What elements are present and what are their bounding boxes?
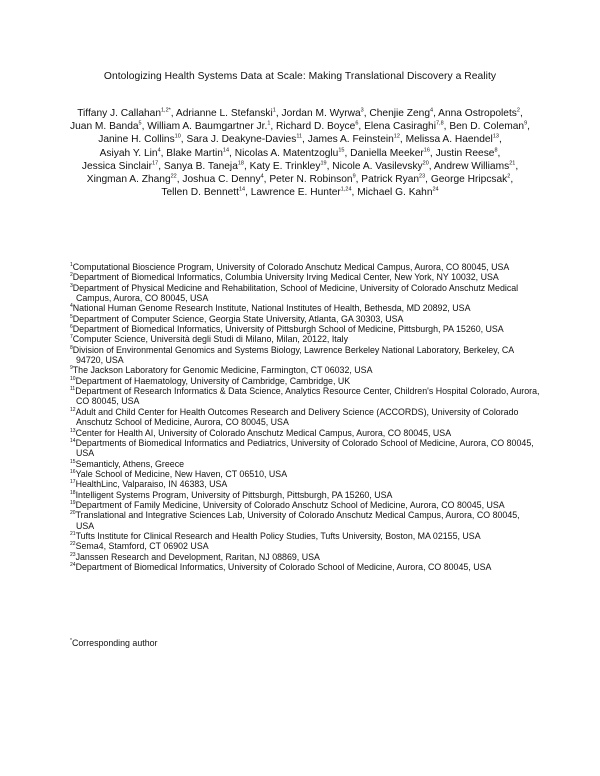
affiliation-text: Translational and Integrative Sciences Lab, University of Colorado Anschutz Medical Campus, Aurora, CO 80045, USA — [75, 510, 520, 531]
author-affiliation-mark: 2 — [516, 107, 520, 114]
author-affiliation-mark: 5 — [138, 120, 142, 127]
affiliation-number: 11 — [70, 386, 76, 393]
author-affiliation-mark: 18 — [237, 160, 244, 167]
affiliation-text: Department of Biomedical Informatics, Columbia University Irving Medical Center, New York, NY 10032, USA — [72, 272, 499, 283]
affiliation-text: Computational Bioscience Program, University of Colorado Anschutz Medical Campus, Aurora, CO 80045, USA — [72, 262, 510, 272]
affiliation-text: National Human Genome Research Institute, National Institutes of Health, Bethesda, MD 20892, USA — [72, 303, 471, 314]
affiliation-number: 18 — [70, 489, 76, 496]
affiliation — [70, 303, 540, 314]
author-affiliation-mark: 1 — [267, 120, 271, 127]
affiliation-text: Intelligent Systems Program, University of Pittsburgh, Pittsburgh, PA 15260, USA — [75, 489, 393, 500]
affiliation-number: 4 — [70, 303, 73, 310]
author-name: Juan M. Banda — [70, 121, 139, 133]
author-name: Tellen D. Bennett — [161, 187, 239, 199]
author-name: Daniella Meeker — [350, 147, 424, 159]
affiliation-number: 6 — [70, 324, 73, 331]
author-affiliation-mark: 4 — [430, 107, 434, 114]
author-affiliation-mark: 2 — [507, 173, 511, 180]
affiliation-number: 17 — [70, 479, 76, 486]
author-affiliation-mark: 7,8 — [435, 120, 444, 127]
author-affiliation-mark: 9 — [524, 120, 528, 127]
affiliation — [70, 406, 540, 428]
affiliation — [70, 458, 540, 469]
author-name: Peter N. Robinson — [269, 174, 353, 186]
author-affiliation-mark: 19 — [320, 160, 327, 167]
author-affiliation-mark: 17 — [152, 160, 159, 167]
affiliation-text: Semanticly, Athens, Greece — [75, 458, 185, 469]
author — [82, 161, 158, 172]
author-name: Anna Ostropolets — [438, 108, 517, 119]
affiliation-text: Department of Haematology, University of Cambridge, Cambridge, UK — [75, 375, 351, 386]
author-name: Chenjie Zeng — [369, 108, 430, 119]
affiliation — [70, 427, 540, 438]
author-name: George Hripcsak — [430, 174, 508, 186]
corresponding-note — [70, 638, 158, 649]
affiliation-text: Departments of Biomedical Informatics and Pediatrics, University of Colorado School of Medicine, Aurora, CO 80045, USA — [75, 437, 534, 459]
affiliation — [70, 386, 540, 407]
author-affiliation-mark: 12 — [393, 134, 400, 141]
author — [281, 108, 363, 119]
author-name: Justin Reese — [435, 147, 495, 159]
author — [369, 108, 433, 119]
author-name: Asiyah Y. Lin — [99, 147, 158, 159]
author-name: Elena Casiraghi — [364, 121, 436, 133]
author-affiliation-mark: 4 — [157, 147, 161, 154]
author-name: William A. Baumgartner Jr. — [147, 121, 268, 133]
author — [332, 161, 429, 172]
affiliation-text: Computer Science, Università degli Studi di Milano, Milan, 20122, Italy — [72, 334, 349, 345]
affiliation — [70, 313, 540, 324]
affiliation — [70, 499, 540, 510]
author-name: Sara J. Deakyne-Davies — [186, 134, 297, 146]
author-affiliation-mark: 6 — [355, 120, 359, 127]
author — [438, 108, 520, 119]
author-affiliation-mark: 22 — [170, 173, 177, 180]
author-name: Xingman A. Zhang — [86, 174, 171, 186]
affiliation-text: Adult and Child Center for Health Outcomes Research and Delivery Science (ACCORDS), University of Colorado Anschutz School of Medicine, Aurora, CO 80045, USA — [75, 406, 519, 428]
affiliation — [70, 479, 540, 490]
author — [182, 174, 263, 185]
author-name: Richard D. Boyce — [276, 121, 356, 133]
author-name: Jordan M. Wyrwa — [281, 108, 361, 119]
author — [164, 161, 244, 172]
author — [70, 121, 142, 132]
affiliation — [70, 561, 540, 572]
author-affiliation-mark: 8 — [494, 147, 498, 154]
affiliation-text: Department of Biomedical Informatics, University of Colorado School of Medicine, Aurora, CO 80045, USA — [75, 561, 492, 572]
author — [431, 174, 511, 185]
author-name: Adrianne L. Stefanski — [175, 108, 273, 119]
author-name: Lawrence E. Hunter — [250, 187, 341, 199]
author — [308, 134, 400, 145]
author-name: Nicolas A. Matentzoglu — [234, 147, 339, 159]
affiliation-text: HealthLinc, Valparaiso, IN 46383, USA — [75, 479, 228, 490]
affiliation-number: 1 — [70, 262, 73, 269]
author — [186, 134, 302, 145]
affiliation — [70, 262, 540, 272]
affiliation — [70, 541, 540, 552]
affiliation — [70, 510, 540, 531]
affiliation — [70, 324, 540, 335]
author-name: Ben D. Coleman — [449, 121, 525, 133]
author — [251, 187, 352, 198]
author-affiliation-mark: 1,2* — [161, 107, 171, 114]
author — [269, 174, 355, 185]
author — [147, 121, 270, 132]
affiliation-text: The Jackson Laboratory for Genomic Medicine, Farmington, CT 06032, USA — [72, 365, 373, 376]
author — [166, 148, 229, 159]
affiliation-text: Division of Environmental Genomics and Systems Biology, Lawrence Berkeley National Laboratory, Berkeley, CA 94720, USA — [72, 344, 514, 366]
author-affiliation-mark: 14 — [222, 147, 230, 154]
affiliation-list — [70, 262, 540, 572]
author-affiliation-mark: 13 — [492, 134, 499, 141]
author — [161, 187, 245, 198]
affiliation-text: Janssen Research and Development, Raritan, NJ 08869, USA — [75, 551, 320, 562]
author — [436, 148, 498, 159]
affiliation-text: Tufts Institute for Clinical Research and Health Policy Studies, Tufts University, Boston, MA 02155, USA — [75, 530, 481, 541]
affiliation — [70, 489, 540, 500]
affiliation-number: 20 — [70, 510, 76, 517]
affiliation-text: Department of Family Medicine, University of Colorado Anschutz School of Medicine, Aurora, CO 80045, USA — [75, 499, 505, 510]
author-affiliation-mark: 20 — [422, 160, 429, 167]
affiliation-number: 22 — [70, 541, 76, 548]
author — [350, 148, 430, 159]
affiliation-number: 8 — [70, 344, 73, 351]
affiliation-text: Sema4, Stamford, CT 06902 USA — [75, 541, 209, 552]
author-affiliation-mark: 14 — [238, 186, 246, 193]
author-affiliation-mark: 11 — [296, 134, 303, 141]
affiliation-number: 12 — [70, 406, 76, 413]
corresponding-text: Corresponding author — [71, 638, 158, 648]
affiliation-number: 5 — [70, 313, 73, 320]
affiliation-text: Department of Research Informatics & Data Science, Analytics Resource Center, Children's Hospital Colorado, Aurora, CO 80045, USA — [75, 386, 540, 407]
author-name: Michael G. Kahn — [357, 187, 433, 199]
affiliation-text: Department of Computer Science, Georgia State University, Atlanta, GA 30303, USA — [72, 313, 404, 324]
affiliation-number: 23 — [70, 551, 76, 558]
affiliation-number: 13 — [70, 427, 76, 434]
author — [235, 148, 345, 159]
author-affiliation-mark: 1 — [272, 107, 276, 114]
affiliation-number: 3 — [70, 282, 73, 289]
author — [361, 174, 425, 185]
affiliation-text: Department of Biomedical Informatics, University of Pittsburgh School of Medicine, Pittsburgh, PA 15260, USA — [72, 324, 504, 335]
affiliation-number: 16 — [70, 468, 76, 475]
author — [77, 108, 171, 119]
author-name: Joshua C. Denny — [182, 174, 261, 186]
affiliation-number: 19 — [70, 499, 76, 506]
corresponding-mark: * — [70, 638, 72, 645]
author — [364, 121, 444, 132]
author-name: Blake Martin — [166, 147, 223, 159]
author — [250, 161, 327, 172]
affiliation — [70, 334, 540, 345]
author — [176, 108, 276, 119]
author-name: Janine H. Collins — [98, 134, 175, 146]
affiliation — [70, 468, 540, 479]
author-name: Nicole A. Vasilevsky — [332, 160, 423, 172]
author-affiliation-mark: 3 — [360, 107, 364, 114]
author — [276, 121, 358, 132]
author — [98, 134, 181, 145]
author-affiliation-mark: 9 — [352, 173, 356, 180]
author — [357, 187, 438, 198]
affiliation-number: 14 — [70, 437, 76, 444]
affiliation-text: Department of Physical Medicine and Rehabilitation, School of Medicine, University of Colorado Anschutz Medical Campus, Aurora, CO 80045, USA — [72, 282, 519, 304]
author-affiliation-mark: 24 — [432, 186, 439, 193]
author-affiliation-mark: 15 — [338, 147, 345, 154]
author-list: Tiffany J. Callahan$^{1,2*}$, Adrianne L. Stefanski$^1$, Jordan M. Wyrwa$^3$, Chenjie Zeng$^4$, Anna Ostropolets$^2$, Juan M. Banda$^5$, William A. Baumgartner Jr.$^1$, Richard D. Boyce$^6$, Elena Casiraghi$^{7,8}$, Ben D. Coleman$^9$, Janine H. Collins$^{10}$, Sara J. Deakyne-Davies$^{11}$, James A. Feinstein$^{12}$, Melissa A. Haendel$^{13}$, Asiyah Y. Lin$^4$, Blake Martin$^{14}$, Nicolas A. Matentzoglu$^{15}$, Daniella Meeker$^{16}$, Justin Reese$^8$, Jessica Sinclair$^{17}$, Sanya B. Taneja$^{18}$, Katy E. Trinkley$^{19}$, Nicole A. Vasilevsky$^{20}$, Andrew Williams$^{21}$, Xingman A. Zhang$^{22}$, Joshua C. Denny$^4$, Peter N. Robinson$^9$, Patrick Ryan$^{23}$, George Hripcsak$^2$, Tellen D. Bennett$^{14}$, Lawrence E. Hunter$^{1,24}$, Michael G. Kahn$^{24}$ — [70, 107, 530, 199]
paper-title: Ontologizing Health Systems Data at Scale: Making Translational Discovery a Reality — [103, 71, 497, 82]
affiliation-number: 15 — [70, 458, 76, 465]
affiliation — [70, 272, 540, 283]
affiliation-number: 2 — [70, 272, 73, 279]
author — [100, 148, 161, 159]
author-name: Sanya B. Taneja — [163, 160, 238, 172]
author-name: James A. Feinstein — [307, 134, 394, 146]
affiliation-number: 7 — [70, 334, 73, 341]
author — [434, 161, 515, 172]
affiliation — [70, 282, 540, 304]
author-affiliation-mark: 4 — [260, 173, 264, 180]
affiliation — [70, 437, 540, 459]
affiliation — [70, 344, 540, 366]
author — [449, 121, 527, 132]
affiliation — [70, 551, 540, 562]
author-affiliation-mark: 1,24 — [340, 186, 352, 193]
author-name: Tiffany J. Callahan — [77, 108, 161, 119]
author-name: Patrick Ryan — [361, 174, 420, 186]
affiliation — [70, 365, 540, 376]
affiliation-text: Center for Health AI, University of Colorado Anschutz Medical Campus, Aurora, CO 80045, USA — [75, 427, 452, 438]
author-affiliation-mark: 21 — [509, 160, 516, 167]
author — [87, 174, 177, 185]
author-name: Andrew Williams — [433, 160, 510, 172]
affiliation — [70, 530, 540, 541]
author-name: Jessica Sinclair — [81, 160, 153, 172]
author — [406, 134, 499, 145]
author-affiliation-mark: 23 — [419, 173, 426, 180]
affiliation-number: 21 — [70, 531, 76, 537]
affiliation-number: 10 — [70, 375, 76, 382]
author-affiliation-mark: 10 — [174, 134, 181, 141]
author-name: Melissa A. Haendel — [405, 134, 493, 146]
author-name: Katy E. Trinkley — [249, 160, 321, 172]
affiliation-number: 9 — [70, 365, 73, 372]
affiliation — [70, 375, 540, 386]
affiliation-number: 24 — [70, 562, 76, 569]
affiliation-text: Yale School of Medicine, New Haven, CT 06510, USA — [75, 468, 288, 479]
author-affiliation-mark: 16 — [423, 147, 430, 154]
